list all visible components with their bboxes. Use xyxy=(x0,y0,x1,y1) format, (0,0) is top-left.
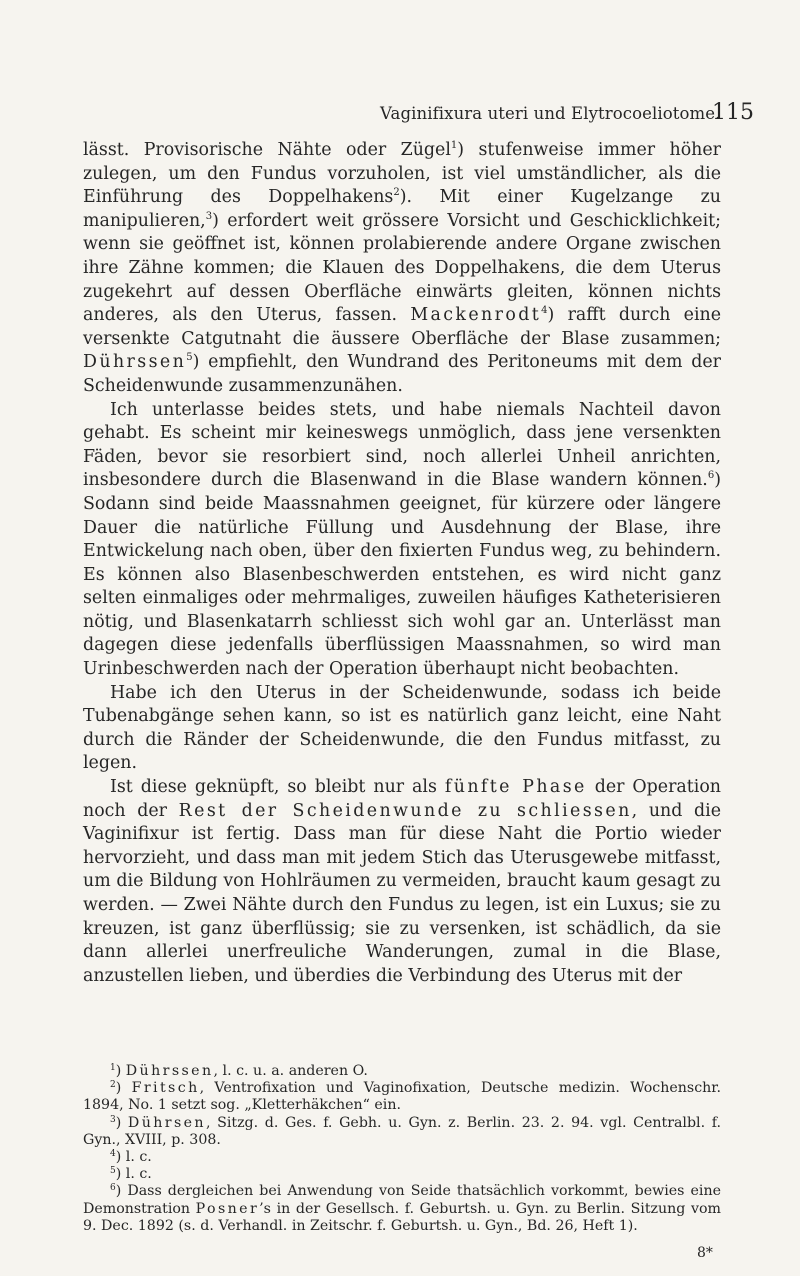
running-head xyxy=(0,100,800,128)
footnote-ref: 5 xyxy=(110,1166,116,1177)
footnote xyxy=(83,1166,721,1183)
text-run: ) xyxy=(115,1063,126,1079)
text-run: ) Dass dergleichen bei Anwendung von Seide thatsächlich vorkommt, bewies eine Demonstration xyxy=(83,1183,721,1217)
footnote xyxy=(83,1149,721,1166)
spaced-name: Dührssen xyxy=(83,352,187,373)
footnote-ref: 3 xyxy=(205,210,213,222)
text-run: ’s in der Gesellsch. f. Geburtsh. u. Gyn. zu Berlin. Sitzung vom 9. Dec. 1892 (s. d. Verhandl. in Zeitschr. f. Geburtsh. u. Gyn., Bd. 26, Heft 1). xyxy=(83,1200,721,1234)
spaced-name: fünfte Phase xyxy=(444,777,587,798)
text-run: ). Mit einer Kugelzange zu manipulieren, xyxy=(83,187,721,231)
text-run: ) xyxy=(115,1114,128,1131)
footnote xyxy=(83,1115,721,1149)
signature-mark: 8* xyxy=(697,1245,713,1261)
paragraph xyxy=(83,139,721,399)
body-text xyxy=(83,139,721,988)
footnote xyxy=(83,1183,721,1235)
text-run: ) Sodann sind beide Maassnahmen geeignet, für kürzere oder längere Dauer die natürliche Füllung und Ausdehnung der Blase, ihre Entwickelung nach oben, über den fixierten Fundus weg, zu behindern. Es können also Blasenbeschwerden entstehen, es wird nicht ganz selten einmaliges oder mehrmaliges, zuweilen häufiges Katheterisieren nötig, und Blasenkatarrh schliesst sich wohl gar an. Unterlässt man dagegen diese jedenfalls überflüssigen Maassnahmen, so wird man Urinbeschwerden nach der Operation überhaupt nicht beobachten. xyxy=(83,470,721,680)
text-run: Ist diese geknüpft, so bleibt nur als xyxy=(110,777,445,798)
spaced-name: Mackenrodt xyxy=(410,305,542,326)
text-run: ) xyxy=(115,1080,132,1097)
paragraph xyxy=(83,776,721,988)
text-run: lässt. Provisorische Nähte oder Zügel xyxy=(83,140,451,160)
text-run: ) l. c. xyxy=(115,1166,152,1183)
footnote-ref: 1 xyxy=(110,1063,116,1073)
spaced-name: Fritsch xyxy=(131,1080,200,1097)
text-run: , l. c. u. a. anderen O. xyxy=(213,1063,368,1079)
text-run: der Operation noch der xyxy=(83,777,721,821)
spaced-name: Dührssen xyxy=(125,1063,214,1079)
page-number: 115 xyxy=(712,100,754,125)
footnote xyxy=(83,1080,721,1114)
text-run: Habe ich den Uterus in der Scheidenwunde, sodass ich beide Tubenabgänge sehen kann, so ist es natürlich ganz leicht, eine Naht durch die Ränder der Scheidenwunde, die den Fundus mitfasst, zu legen. xyxy=(83,682,721,774)
footnote-ref: 6 xyxy=(707,470,715,482)
spaced-name: Posner xyxy=(195,1200,260,1217)
footnote xyxy=(83,1063,721,1080)
footnote-ref: 1 xyxy=(450,140,458,151)
text-run: Ich unterlasse beides stets, und habe niemals Nachteil davon gehabt. Es scheint mir keineswegs unmöglich, dass jene versenkten Fäden, bevor sie resorbiert sind, noch allerlei Unheil anrichten, insbesondere durch die Blasenwand in die Blase wandern können. xyxy=(83,399,721,491)
footnote-ref: 2 xyxy=(110,1080,116,1091)
footnote-ref: 6 xyxy=(110,1183,116,1194)
paragraph xyxy=(83,682,721,776)
text-run: , Ventrofixation und Vaginofixation, Deutsche medizin. Wochenschr. 1894, No. 1 setzt sog. „Kletterhäkchen“ ein. xyxy=(83,1080,722,1114)
footnote-ref: 2 xyxy=(393,187,400,199)
paragraph xyxy=(83,399,721,682)
footnotes xyxy=(83,1063,721,1235)
spaced-name: Rest der Scheidenwunde zu schliessen xyxy=(178,800,632,821)
running-title: Vaginifixura uteri und Elytrocoeliotome. xyxy=(380,104,721,123)
text-run: ) rafft durch eine versenkte Catgutnaht die äussere Oberfläche der Blase zusammen; xyxy=(83,305,722,349)
text-run: ) stufenweise immer höher zulegen, um den Fundus vorzuholen, ist viel umständlicher, als die Einführung des Doppelhakens xyxy=(83,140,721,208)
footnote-ref: 4 xyxy=(110,1149,116,1160)
text-run: , und die Vaginifixur ist fertig. Dass man für diese Naht die Portio wieder hervorzieht, und dass man mit jedem Stich das Uterusgewebe mitfasst, um die Bildung von Hohlräumen zu vermeiden, braucht kaum gesagt zu werden. — Zwei Nähte durch den Fundus zu legen, ist ein Luxus; sie zu kreuzen, ist ganz überflüssig; sie zu versenken, ist schädlich, da sie dann allerlei unerfreuliche Wanderungen, zumal in die Blase, anzustellen lieben, und überdies die Verbindung des Uterus mit der xyxy=(83,800,722,986)
text-run: ) erfordert weit grössere Vorsicht und Geschicklichkeit; wenn sie geöffnet ist, können prolabierende andere Organe zwischen ihre Zähne kommen; die Klauen des Doppelhakens, die dem Uterus zugekehrt auf dessen Oberfläche einwärts gleiten, können nichts anderes, als den Uterus, fassen. xyxy=(83,210,721,326)
spaced-name: Dührsen xyxy=(127,1114,206,1131)
footnote-ref: 5 xyxy=(186,352,193,364)
footnote-ref: 3 xyxy=(110,1114,116,1125)
text-run: ) empfiehlt, den Wundrand des Peritoneums mit dem der Scheidenwunde zusammenzunähen. xyxy=(83,352,721,396)
footnote-ref: 4 xyxy=(541,305,548,317)
text-run: ) l. c. xyxy=(115,1149,152,1166)
text-run: , Sitzg. d. Ges. f. Gebh. u. Gyn. z. Berlin. 23. 2. 94. vgl. Centralbl. f. Gyn., XVIII, p. 308. xyxy=(83,1114,721,1148)
